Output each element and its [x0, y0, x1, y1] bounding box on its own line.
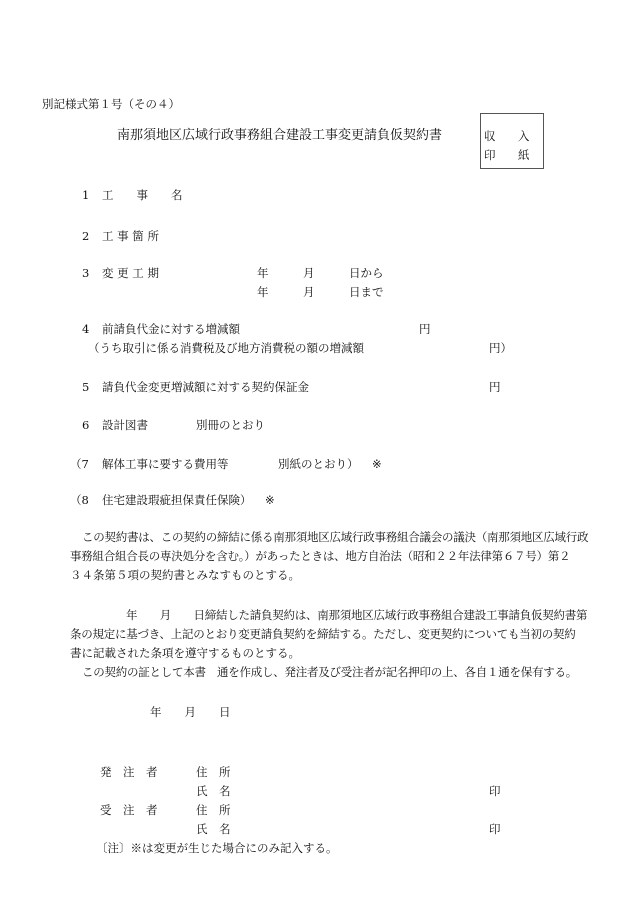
paragraph2-line3: 書に記載された条項を遵守するものとする。	[70, 646, 300, 660]
paragraph2-line2: 条の規定に基づき、上記のとおり変更請負契約を締結する。ただし、変更契約についても当初の契約	[70, 627, 576, 641]
item4-tax-label: （うち取引に係る消費税及び地方消費税の額の増減額	[88, 341, 364, 355]
contractor-address-label: 住 所	[196, 803, 231, 817]
stamp-text-2a: 印	[484, 148, 496, 162]
item8-mark: ※	[265, 493, 275, 507]
orderer-label: 発 注 者	[100, 765, 158, 779]
item7-label: 解体工事に要する費用等	[102, 457, 229, 471]
item4-label: 前請負代金に対する増減額	[102, 322, 240, 336]
paragraph2-line4: この契約の証として本書 通を作成し、発注者及び受注者が記名押印の上、各自１通を保有する。	[82, 665, 577, 679]
item4-number: 4	[82, 322, 90, 336]
orderer-address-label: 住 所	[196, 765, 231, 779]
footnote: 〔注〕※は変更が生じた場合にのみ記入する。	[96, 841, 338, 855]
contractor-label: 受 注 者	[100, 803, 158, 817]
item8-number: （8	[70, 493, 89, 507]
paragraph1-line2: 事務組合組合長の専決処分を含む。）があったときは、地方自治法（昭和２２年法律第６７号）第２	[70, 549, 571, 563]
item2-label: 工 事 箇 所	[102, 229, 159, 243]
item5-yen: 円	[489, 380, 501, 394]
paragraph2-line1: 年 月 日締結した請負契約は、南那須地区広域行政事務組合建設工事請負仮契約書第	[126, 608, 588, 622]
contractor-name-label: 氏 名	[196, 822, 231, 836]
paragraph1-line1: この契約書は、この契約の締結に係る南那須地区広域行政事務組合議会の議決（南那須地区広域行政	[82, 530, 589, 544]
paragraph1-line3: ３４条第５項の契約書とみなすものとする。	[70, 568, 300, 582]
form-label: 別記様式第１号（その４）	[42, 97, 180, 111]
item5-label: 請負代金変更増減額に対する契約保証金	[102, 380, 309, 394]
item6-value: 別冊のとおり	[196, 418, 265, 432]
orderer-name-label: 氏 名	[196, 784, 231, 798]
item3-from-date: 年 月 日から	[257, 266, 384, 280]
item8-label: 住宅建設瑕疵担保責任保険）	[102, 493, 252, 507]
item3-number: 3	[82, 266, 90, 280]
orderer-seal: 印	[489, 784, 501, 798]
item2-number: 2	[82, 229, 90, 243]
item3-label: 変 更 工 期	[102, 266, 159, 280]
item4-yen: 円	[419, 322, 431, 336]
stamp-text-1b: 入	[518, 129, 530, 143]
item4-tax-yen: 円）	[489, 341, 512, 355]
item7-mark: ※	[372, 457, 382, 471]
item7-value: 別紙のとおり）	[278, 457, 359, 471]
item6-number: 6	[82, 418, 90, 432]
item1-number: 1	[82, 188, 90, 202]
contractor-seal: 印	[489, 822, 501, 836]
item7-number: （7	[70, 457, 89, 471]
stamp-text-2b: 紙	[518, 148, 530, 162]
stamp-text-1a: 収	[484, 129, 496, 143]
contract-date: 年 月 日	[150, 705, 231, 719]
item5-number: 5	[82, 380, 90, 394]
item3-to-date: 年 月 日まで	[257, 285, 384, 299]
item6-label: 設計図書	[102, 418, 148, 432]
document-title: 南那須地区広域行政事務組合建設工事変更請負仮契約書	[117, 128, 443, 143]
item1-label: 工 事 名	[102, 188, 183, 202]
